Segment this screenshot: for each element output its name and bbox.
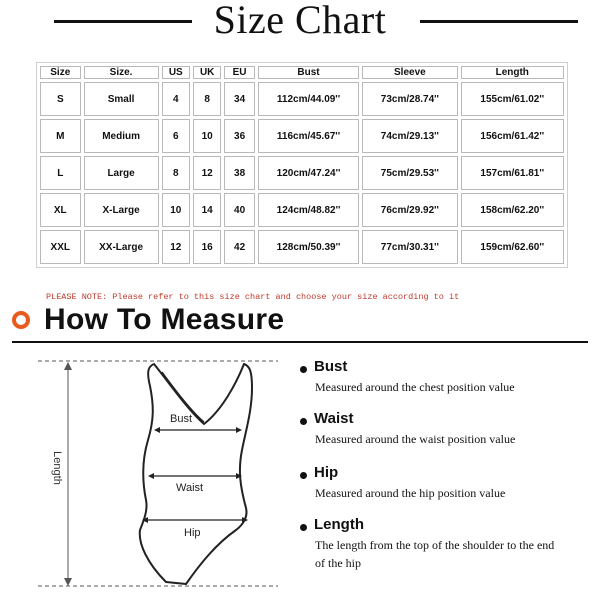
- bullet-icon: [300, 524, 307, 531]
- bodysuit-figure: [38, 358, 278, 594]
- table-cell: 124cm/48.82'': [258, 193, 359, 227]
- table-cell: 76cm/29.92'': [362, 193, 457, 227]
- title-line-right: [420, 20, 578, 23]
- table-cell: XL: [40, 193, 81, 227]
- measure-title: How To Measure: [44, 303, 285, 336]
- table-cell: L: [40, 156, 81, 190]
- waist-label: Waist: [176, 482, 204, 494]
- table-row: [40, 82, 564, 116]
- size-note: PLEASE NOTE: Please refer to this size chart and choose your size according to it: [46, 292, 460, 302]
- table-cell: 10: [193, 119, 221, 153]
- page-title: Size Chart: [213, 0, 387, 42]
- table-row: [40, 156, 564, 190]
- table-cell: 38: [224, 156, 254, 190]
- table-cell: 73cm/28.74'': [362, 82, 457, 116]
- legend-desc: Measured around the chest position value: [315, 380, 515, 394]
- table-cell: 16: [193, 230, 221, 264]
- table-cell: 77cm/30.31'': [362, 230, 457, 264]
- table-cell: S: [40, 82, 81, 116]
- table-body: [40, 82, 564, 264]
- table-cell: Medium: [84, 119, 159, 153]
- length-label: Length: [51, 451, 63, 485]
- size-table: [36, 62, 568, 268]
- table-cell: 159cm/62.60'': [461, 230, 564, 264]
- table-cell: Small: [84, 82, 159, 116]
- table-cell: 157cm/61.81'': [461, 156, 564, 190]
- table-cell: 10: [162, 193, 190, 227]
- bust-label: Bust: [170, 413, 193, 425]
- table-cell: 8: [162, 156, 190, 190]
- table-cell: X-Large: [84, 193, 159, 227]
- table-cell: 155cm/61.02'': [461, 82, 564, 116]
- table-cell: 40: [224, 193, 254, 227]
- legend-desc: Measured around the hip position value: [315, 486, 506, 500]
- legend-title: Hip: [314, 464, 339, 481]
- table-cell: M: [40, 119, 81, 153]
- length-arrow-top: [64, 362, 72, 370]
- table-row: [40, 119, 564, 153]
- header-cell: EU: [224, 66, 254, 79]
- header-cell: UK: [193, 66, 221, 79]
- table-cell: 8: [193, 82, 221, 116]
- table-cell: 128cm/50.39'': [258, 230, 359, 264]
- table-cell: 112cm/44.09'': [258, 82, 359, 116]
- table-cell: 158cm/62.20'': [461, 193, 564, 227]
- table-cell: 74cm/29.13'': [362, 119, 457, 153]
- bust-arrow-right: [236, 427, 242, 433]
- table-cell: 14: [193, 193, 221, 227]
- table-cell: 4: [162, 82, 190, 116]
- table-cell: 120cm/47.24'': [258, 156, 359, 190]
- table-row: [40, 230, 564, 264]
- bullet-icon: [300, 472, 307, 479]
- legend-desc: Measured around the waist position value: [315, 432, 516, 446]
- table-cell: 12: [193, 156, 221, 190]
- separator-line: [12, 341, 588, 343]
- waist-arrow-left: [148, 473, 154, 479]
- header-cell: Size.: [84, 66, 159, 79]
- table-cell: 116cm/45.67'': [258, 119, 359, 153]
- table-row: [40, 193, 564, 227]
- title-row: [0, 0, 600, 44]
- table-cell: 75cm/29.53'': [362, 156, 457, 190]
- table-cell: 6: [162, 119, 190, 153]
- legend-title: Waist: [314, 410, 354, 427]
- length-arrow-bottom: [64, 578, 72, 586]
- legend-title: Bust: [314, 358, 348, 375]
- table-cell: 156cm/61.42'': [461, 119, 564, 153]
- table-cell: 42: [224, 230, 254, 264]
- header-cell: Size: [40, 66, 81, 79]
- table-cell: 36: [224, 119, 254, 153]
- header-cell: Sleeve: [362, 66, 457, 79]
- table-cell: XX-Large: [84, 230, 159, 264]
- legend-title: Length: [314, 516, 364, 533]
- bust-arrow-left: [154, 427, 160, 433]
- legend-desc: The length from the top of the shoulder to the end of the hip: [315, 538, 555, 570]
- header-cell: Length: [461, 66, 564, 79]
- table-cell: 34: [224, 82, 254, 116]
- hip-label: Hip: [184, 527, 201, 539]
- table-cell: 12: [162, 230, 190, 264]
- bodysuit-outline: [140, 364, 252, 584]
- bullet-icon: [300, 418, 307, 425]
- header-cell: Bust: [258, 66, 359, 79]
- bullet-icon: [300, 366, 307, 373]
- table-header-row: [40, 66, 564, 79]
- table-cell: Large: [84, 156, 159, 190]
- table-cell: XXL: [40, 230, 81, 264]
- circle-icon: [12, 311, 30, 329]
- header-cell: US: [162, 66, 190, 79]
